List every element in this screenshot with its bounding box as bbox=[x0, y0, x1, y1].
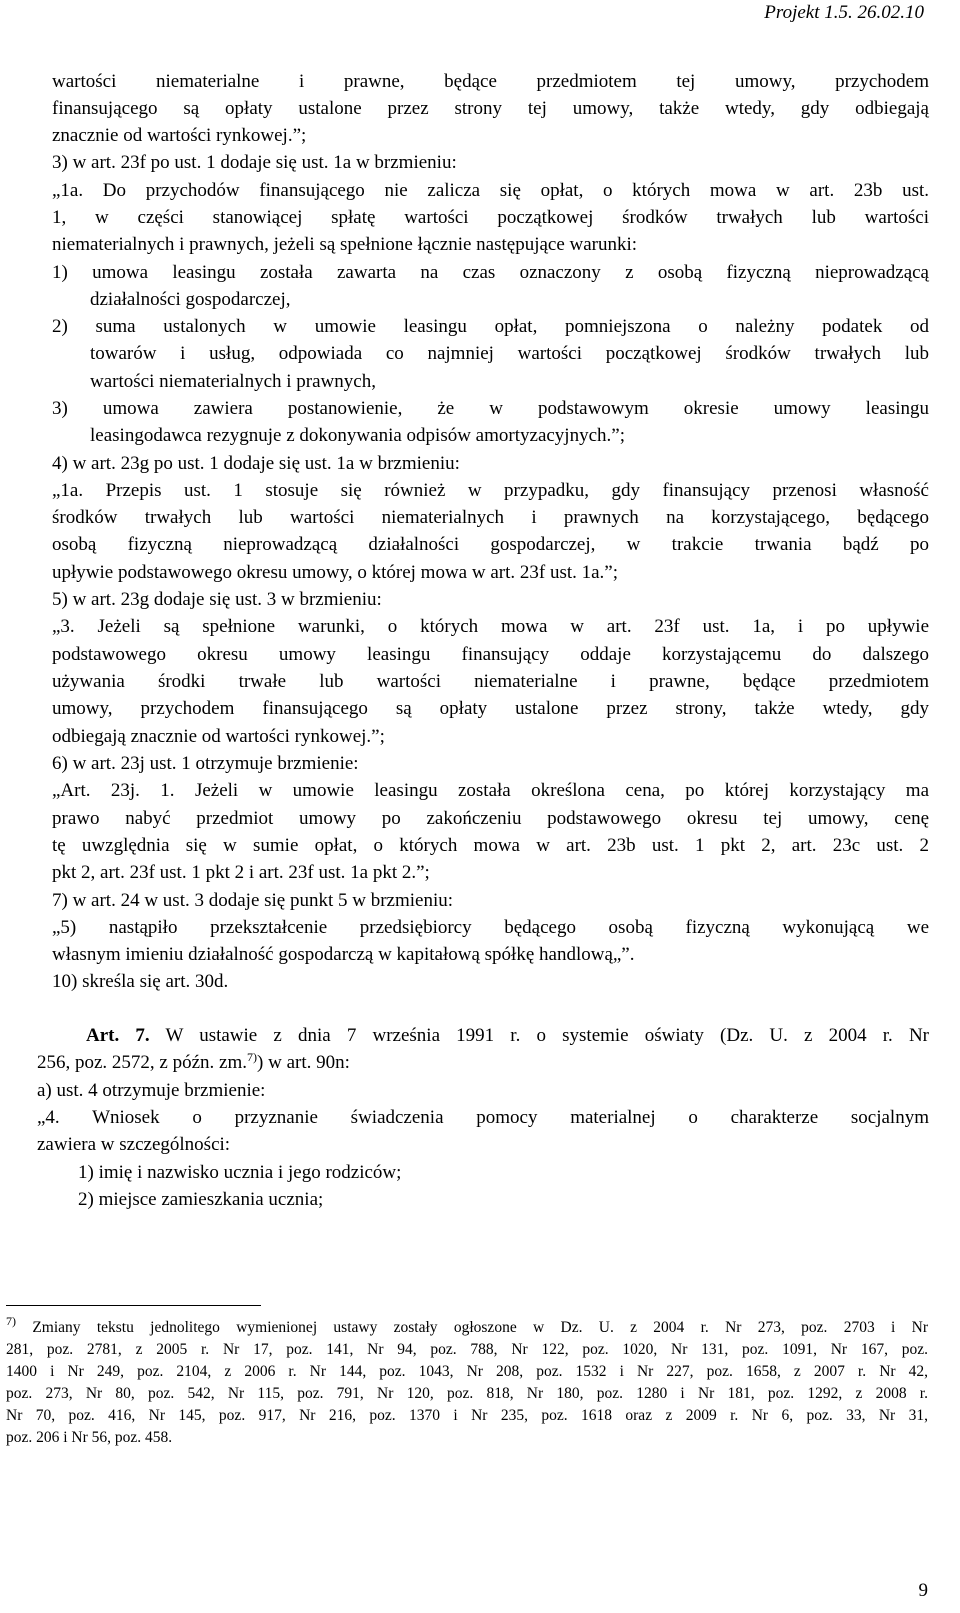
list-item: 7) w art. 24 w ust. 3 dodaje się punkt 5 w brzmieniu: bbox=[52, 890, 454, 911]
text-line: działalności gospodarczej, bbox=[90, 289, 291, 310]
list-item: a) ust. 4 otrzymuje brzmienie: bbox=[37, 1080, 266, 1101]
text-line: towarów i usług, odpowiada co najmniej wartości początkowej środków trwałych lub bbox=[90, 343, 929, 364]
text-line: „3. Jeżeli są spełnione warunki, o których mowa w art. 23f ust. 1a, i po upływie bbox=[52, 616, 929, 637]
list-item: 3) umowa zawiera postanowienie, że w podstawowym okresie umowy leasingu bbox=[52, 398, 929, 419]
text-line: wartości niematerialnych i prawnych, bbox=[90, 371, 376, 392]
text-line: „4. Wniosek o przyznanie świadczenia pomocy materialnej o charakterze socjalnym bbox=[37, 1107, 929, 1128]
text-line: tę uwzględnia się w sumie opłat, o których mowa w art. 23b ust. 1 pkt 2, art. 23c ust. 2 bbox=[52, 835, 929, 856]
footnote-ref: 7) bbox=[247, 1050, 258, 1064]
article-7-line bbox=[86, 1025, 929, 1047]
list-item: 4) w art. 23g po ust. 1 dodaje się ust. 1a w brzmieniu: bbox=[52, 453, 460, 474]
text-line: „5) nastąpiło przekształcenie przedsiębiorcy będącego osobą fizyczną wykonującą we bbox=[52, 917, 929, 938]
article-7-line bbox=[37, 1052, 929, 1074]
text-line: podstawowego okresu umowy leasingu finansujący oddaje korzystającemu do dalszego bbox=[52, 644, 929, 665]
text-line: leasingodawca rezygnuje z dokonywania odpisów amortyzacyjnych.”; bbox=[90, 425, 625, 446]
list-item: 1) umowa leasingu została zawarta na czas oznaczony z osobą fizyczną nieprowadzącą bbox=[52, 262, 929, 283]
text-line: niematerialnych i prawnych, jeżeli są spełnione łącznie następujące warunki: bbox=[52, 234, 638, 255]
text-line: znacznie od wartości rynkowej.”; bbox=[52, 125, 307, 146]
text-line: „Art. 23j. 1. Jeżeli w umowie leasingu została określona cena, po której korzystający ma bbox=[52, 780, 929, 801]
footnote-line: 1400 i Nr 249, poz. 2104, z 2006 r. Nr 144, poz. 1043, Nr 208, poz. 1532 i Nr 227, poz. 1658, z 2007 r. Nr 42, bbox=[6, 1363, 928, 1380]
text-line: pkt 2, art. 23f ust. 1 pkt 2 i art. 23f ust. 1a pkt 2.”; bbox=[52, 862, 430, 883]
text-line: osobą fizyczną nieprowadzącą działalności gospodarczej, w trakcie trwania bądź po bbox=[52, 534, 929, 555]
page-number: 9 bbox=[918, 1580, 928, 1601]
text-line: prawo nabyć przedmiot umowy po zakończeniu podstawowego okresu tej umowy, cenę bbox=[52, 808, 929, 829]
list-item: 2) miejsce zamieszkania ucznia; bbox=[78, 1189, 324, 1210]
text-line: zawiera w szczególności: bbox=[37, 1134, 231, 1155]
list-item: 3) w art. 23f po ust. 1 dodaje się ust. 1a w brzmieniu: bbox=[52, 152, 457, 173]
footnote-line: poz. 273, Nr 80, poz. 542, Nr 115, poz. 791, Nr 120, poz. 818, Nr 180, poz. 1280 i Nr 181, poz. 1292, z 2008 r. bbox=[6, 1385, 928, 1402]
text-line: wartości niematerialne i prawne, będące przedmiotem tej umowy, przychodem bbox=[52, 71, 929, 92]
list-item: 2) suma ustalonych w umowie leasingu opłat, pomniejszona o należny podatek od bbox=[52, 316, 929, 337]
list-item: 1) imię i nazwisko ucznia i jego rodziców; bbox=[78, 1162, 402, 1183]
footnote-line: Nr 70, poz. 416, Nr 145, poz. 917, Nr 216, poz. 1370 i Nr 235, poz. 1618 oraz z 2009 r. Nr 6, poz. 33, Nr 31, bbox=[6, 1407, 928, 1424]
footnote-separator bbox=[6, 1305, 261, 1306]
article-text: W ustawie z dnia 7 września 1991 r. o systemie oświaty (Dz. U. z 2004 r. Nr bbox=[165, 1025, 929, 1046]
text-line: upływie podstawowego okresu umowy, o której mowa w art. 23f ust. 1a.”; bbox=[52, 562, 619, 583]
text-line: 1, w części stanowiącej spłatę wartości początkowej środków trwałych lub wartości bbox=[52, 207, 929, 228]
text-line: umowy, przychodem finansującego są opłaty ustalone przez strony, także wtedy, gdy bbox=[52, 698, 929, 719]
text-line: środków trwałych lub wartości niematerialnych i prawnych na korzystającego, będącego bbox=[52, 507, 929, 528]
text-line: „1a. Przepis ust. 1 stosuje się również w przypadku, gdy finansujący przenosi własność bbox=[52, 480, 929, 501]
project-header: Projekt 1.5. 26.02.10 bbox=[764, 2, 924, 23]
text-line: finansującego są opłaty ustalone przez strony tej umowy, także wtedy, gdy odbiegają bbox=[52, 98, 929, 119]
article-label: Art. 7. bbox=[86, 1025, 150, 1046]
list-item: 6) w art. 23j ust. 1 otrzymuje brzmienie: bbox=[52, 753, 359, 774]
footnote-mark: 7) bbox=[6, 1314, 16, 1328]
text-line: „1a. Do przychodów finansującego nie zalicza się opłat, o których mowa w art. 23b ust. bbox=[52, 180, 929, 201]
text-line: odbiegają znacznie od wartości rynkowej.”; bbox=[52, 726, 385, 747]
footnote-line: 281, poz. 2781, z 2005 r. Nr 17, poz. 141, Nr 94, poz. 788, Nr 122, poz. 1020, Nr 131, poz. 1091, Nr 167, poz. bbox=[6, 1341, 928, 1358]
text-line: używania środki trwałe lub wartości niematerialne i prawne, będące przedmiotem bbox=[52, 671, 929, 692]
text-line: własnym imieniu działalność gospodarczą w kapitałową spółkę handlową„”. bbox=[52, 944, 635, 965]
article-text: ) w art. 90n: bbox=[257, 1052, 350, 1073]
footnote-line: poz. 206 i Nr 56, poz. 458. bbox=[6, 1429, 173, 1446]
article-text: 256, poz. 2572, z późn. zm. bbox=[37, 1052, 248, 1073]
list-item: 5) w art. 23g dodaje się ust. 3 w brzmieniu: bbox=[52, 589, 382, 610]
list-item: 10) skreśla się art. 30d. bbox=[52, 971, 229, 992]
footnote-text: Zmiany tekstu jednolitego wymienionej ustawy zostały ogłoszone w Dz. U. z 2004 r. Nr 273, poz. 2703 i Nr bbox=[32, 1319, 929, 1336]
footnote-line bbox=[6, 1314, 929, 1338]
